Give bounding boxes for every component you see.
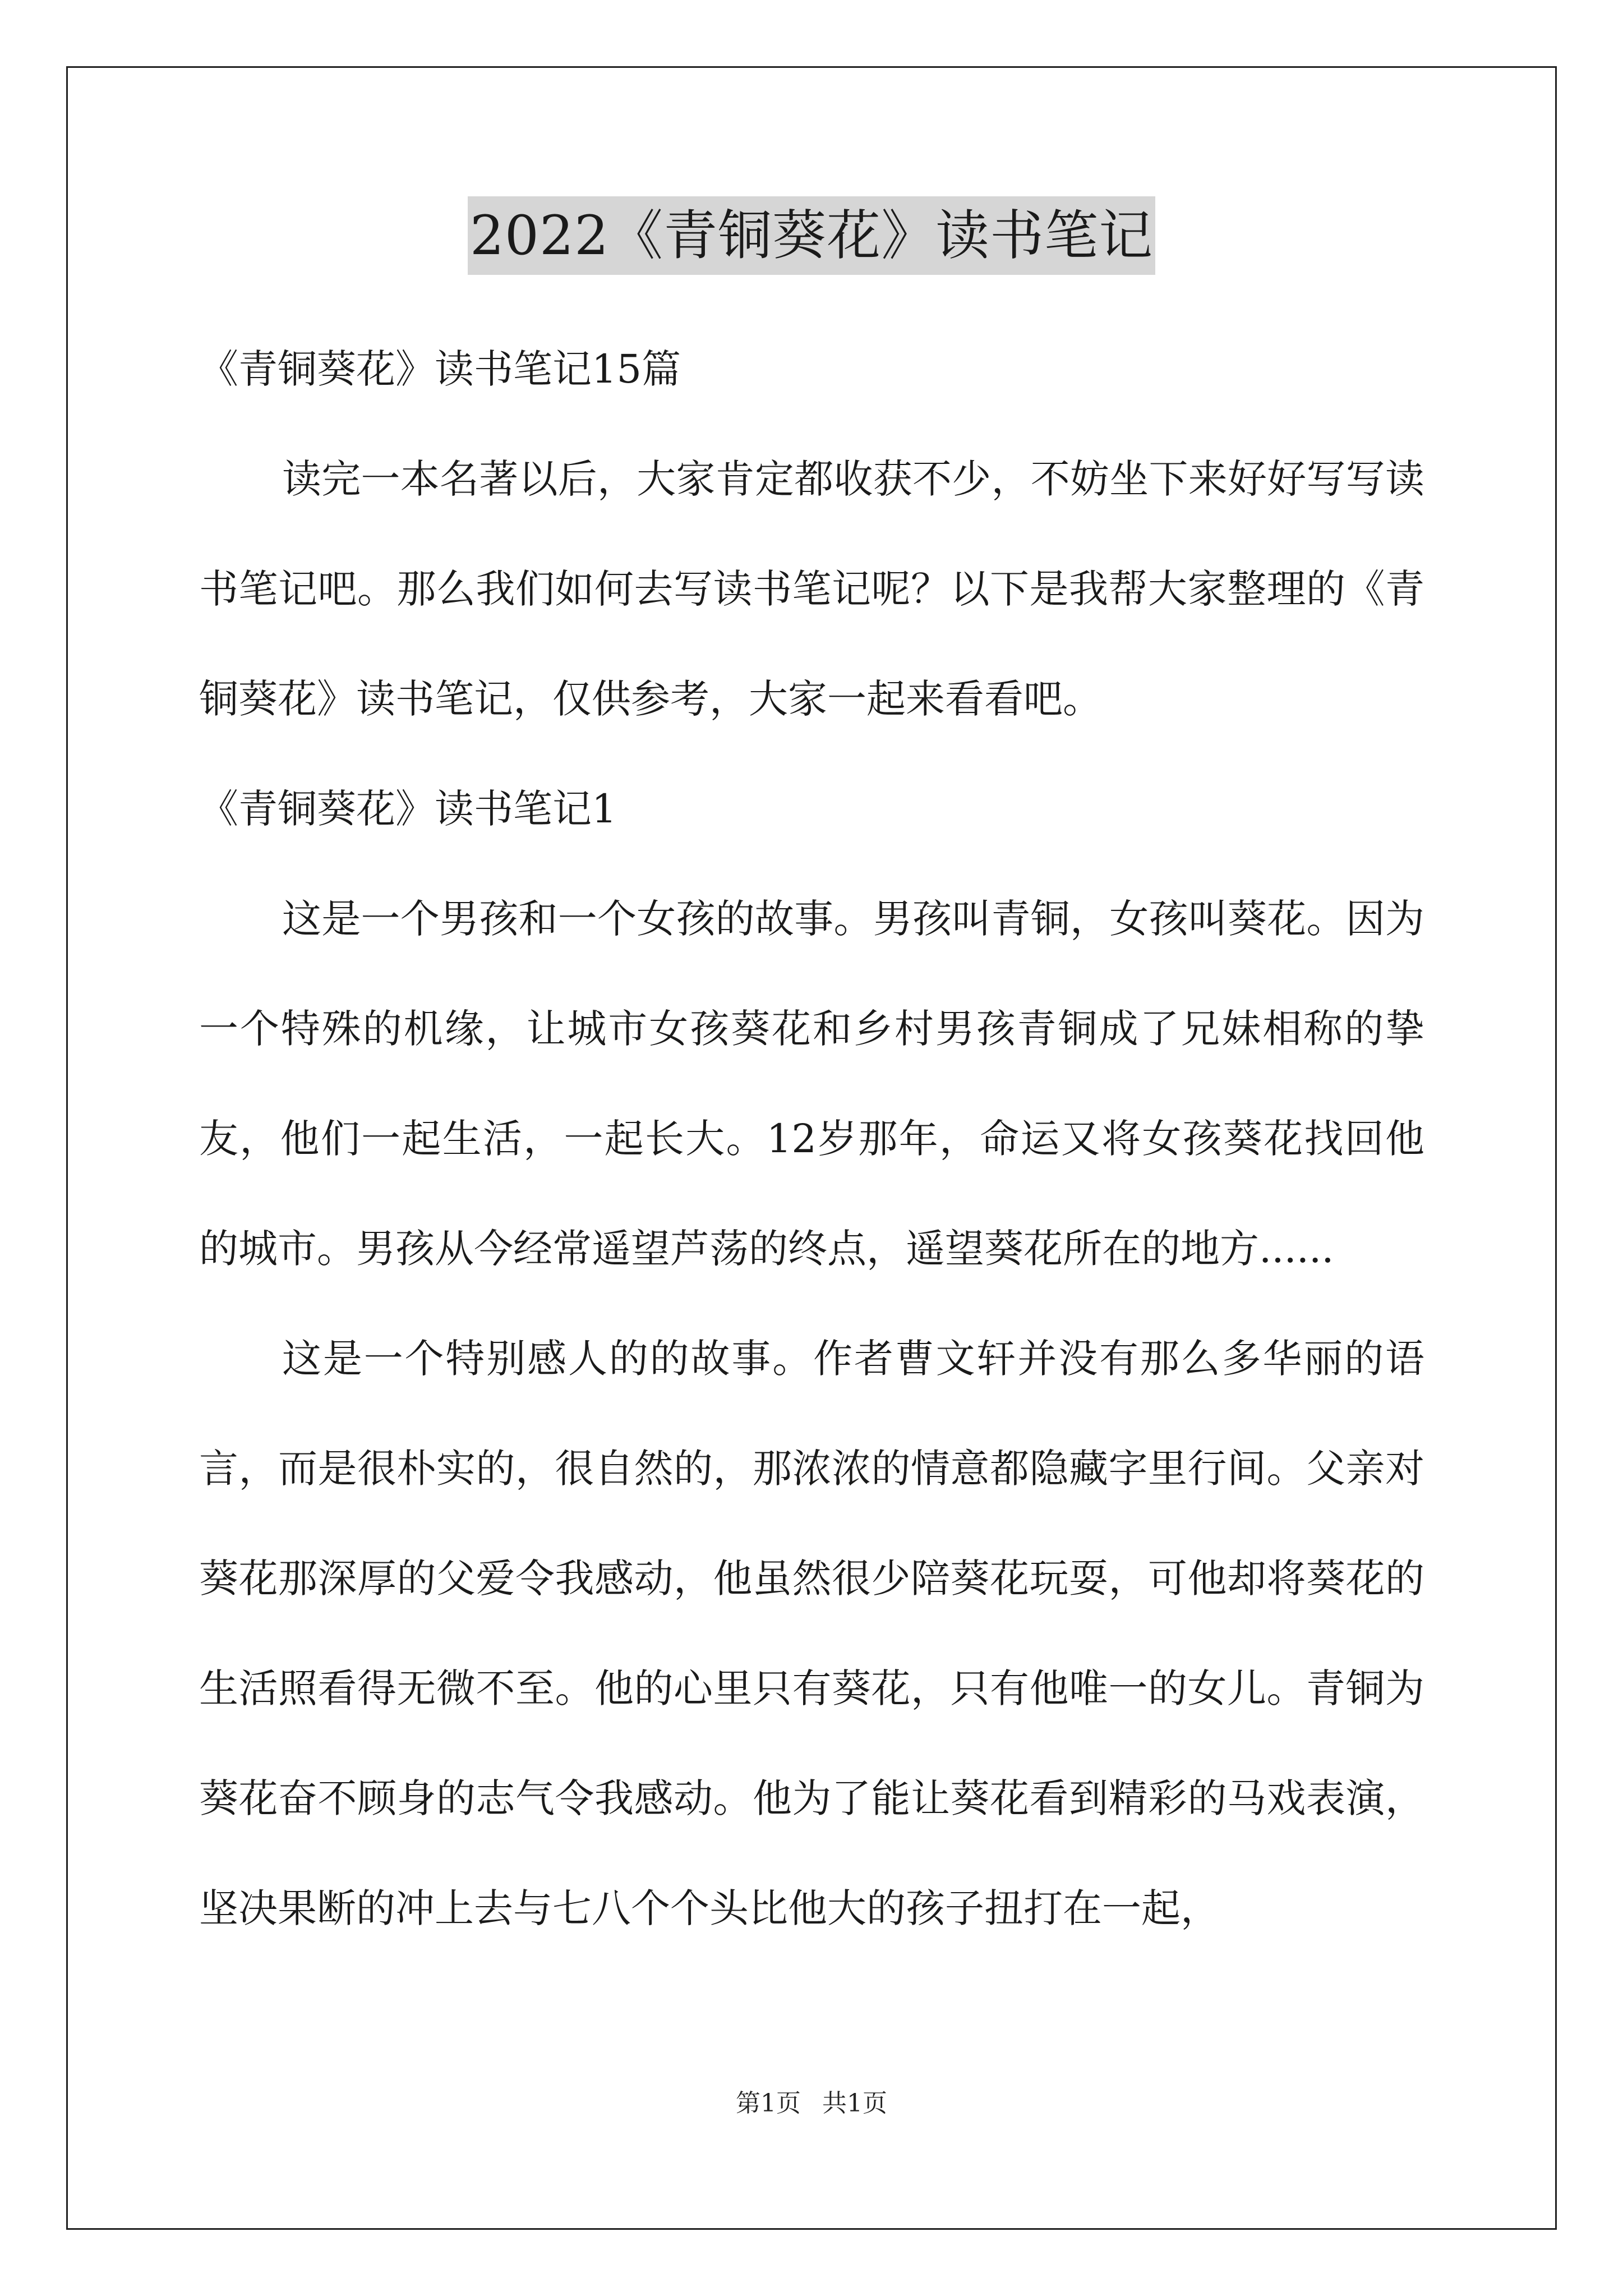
story-paragraph: 这是一个男孩和一个女孩的故事。男孩叫青铜，女孩叫葵花。因为一个特殊的机缘，让城市女孩葵花和乡村男孩青铜成了兄妹相称的挚友，他们一起生活，一起长大。12岁那年，命运又将女孩葵花找回他的城市。男孩从今经常遥望芦荡的终点，遥望葵花所在的地方...... [199,896,1424,1272]
document-body [199,314,1424,1963]
document-title: 2022《青铜葵花》读书笔记 [468,196,1155,275]
subtitle: 《青铜葵花》读书笔记15篇 [199,346,681,392]
page-number: 第1页 [736,2089,801,2118]
reflection-paragraph: 这是一个特别感人的的故事。作者曹文轩并没有那么多华丽的语言，而是很朴实的，很自然的，那浓浓的情意都隐藏字里行间。父亲对葵花那深厚的父爱令我感动，他虽然很少陪葵花玩耍，可他却将葵花的生活照看得无微不至。他的心里只有葵花，只有他唯一的女儿。青铜为葵花奋不顾身的志气令我感动。他为了能让葵花看到精彩的马戏表演，坚决果断的冲上去与七八个个头比他大的孩子扭打在一起， [199,1336,1424,1931]
title-container [0,196,1623,275]
page-footer [0,2087,1623,2120]
intro-paragraph: 读完一本名著以后，大家肯定都收获不少，不妨坐下来好好写写读书笔记吧。那么我们如何去写读书笔记呢？以下是我帮大家整理的《青铜葵花》读书笔记，仅供参考，大家一起来看看吧。 [199,456,1424,722]
page-total: 共1页 [822,2089,887,2118]
section-heading: 《青铜葵花》读书笔记1 [199,786,617,832]
